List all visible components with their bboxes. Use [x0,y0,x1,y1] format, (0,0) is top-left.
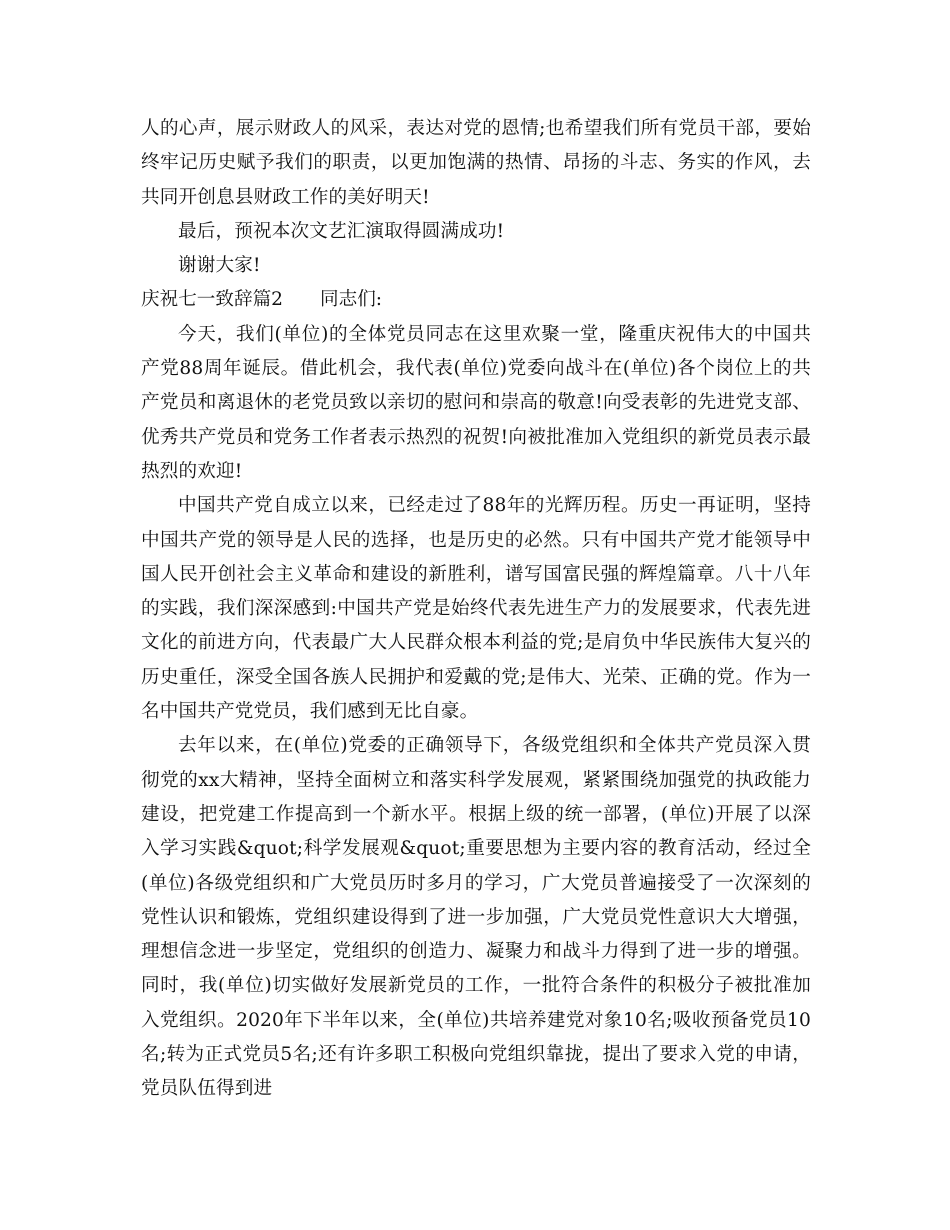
body-paragraph: 中国共产党自成立以来，已经走过了88年的光辉历程。历史一再证明，坚持中国共产党的领导是人民的选择，也是历史的必然。只有中国共产党才能领导中国人民开创社会主义革命和建设的新胜利，谱写国富民强的辉煌篇章。八十八年的实践，我们深深感到:中国共产党是始终代表先进生产力的发展要求，代表先进文化的前进方向，代表最广大人民群众根本利益的党;是肩负中华民族伟大复兴的历史重任，深受全国各族人民拥护和爱戴的党;是伟大、光荣、正确的党。作为一名中国共产党党员，我们感到无比自豪。 [141,495,811,723]
body-paragraph: 今天，我们(单位)的全体党员同志在这里欢聚一堂，隆重庆祝伟大的中国共产党88周年诞辰。借此机会，我代表(单位)党委向战斗在(单位)各个岗位上的共产党员和离退休的老党员致以亲切的慰问和崇高的敬意!向受表彰的先进党支部、优秀共产党员和党务工作者表示热烈的祝贺!向被批准加入党组织的新党员表示最热烈的欢迎! [141,323,811,482]
document-page [141,112,811,1107]
thanks-line: 谢谢大家! [178,255,261,277]
section-title: 庆祝七一致辞篇2 [141,289,283,311]
section-heading [141,283,811,317]
continued-paragraph: 人的心声，展示财政人的风采，表达对党的恩情;也希望我们所有党员干部，要始终牢记历史赋予我们的职责，以更加饱满的热情、昂扬的斗志、务实的作风，去共同开创息县财政工作的美好明天! [141,118,811,208]
closing-wish: 最后，预祝本次文艺汇演取得圆满成功! [178,220,505,242]
salutation: 同志们: [320,289,383,311]
body-paragraph: 去年以来，在(单位)党委的正确领导下，各级党组织和全体共产党员深入贯彻党的xx大精神，坚持全面树立和落实科学发展观，紧紧围绕加强党的执政能力建设，把党建工作提高到一个新水平。根据上级的统一部署，(单位)开展了以深入学习实践&quot;科学发展观&quot;重要思想为主要内容的教育活动，经过全(单位)各级党组织和广大党员历时多月的学习，广大党员普遍接受了一次深刻的党性认识和锻炼，党组织建设得到了进一步加强，广大党员党性意识大大增强，理想信念进一步坚定，党组织的创造力、凝聚力和战斗力得到了进一步的增强。同时，我(单位)切实做好发展新党员的工作，一批符合条件的积极分子被批准加入党组织。2020年下半年以来，全(单位)共培养建党对象10名;吸收预备党员10名;转为正式党员5名;还有许多职工积极向党组织靠拢，提出了要求入党的申请，党员队伍得到进 [141,735,811,1100]
